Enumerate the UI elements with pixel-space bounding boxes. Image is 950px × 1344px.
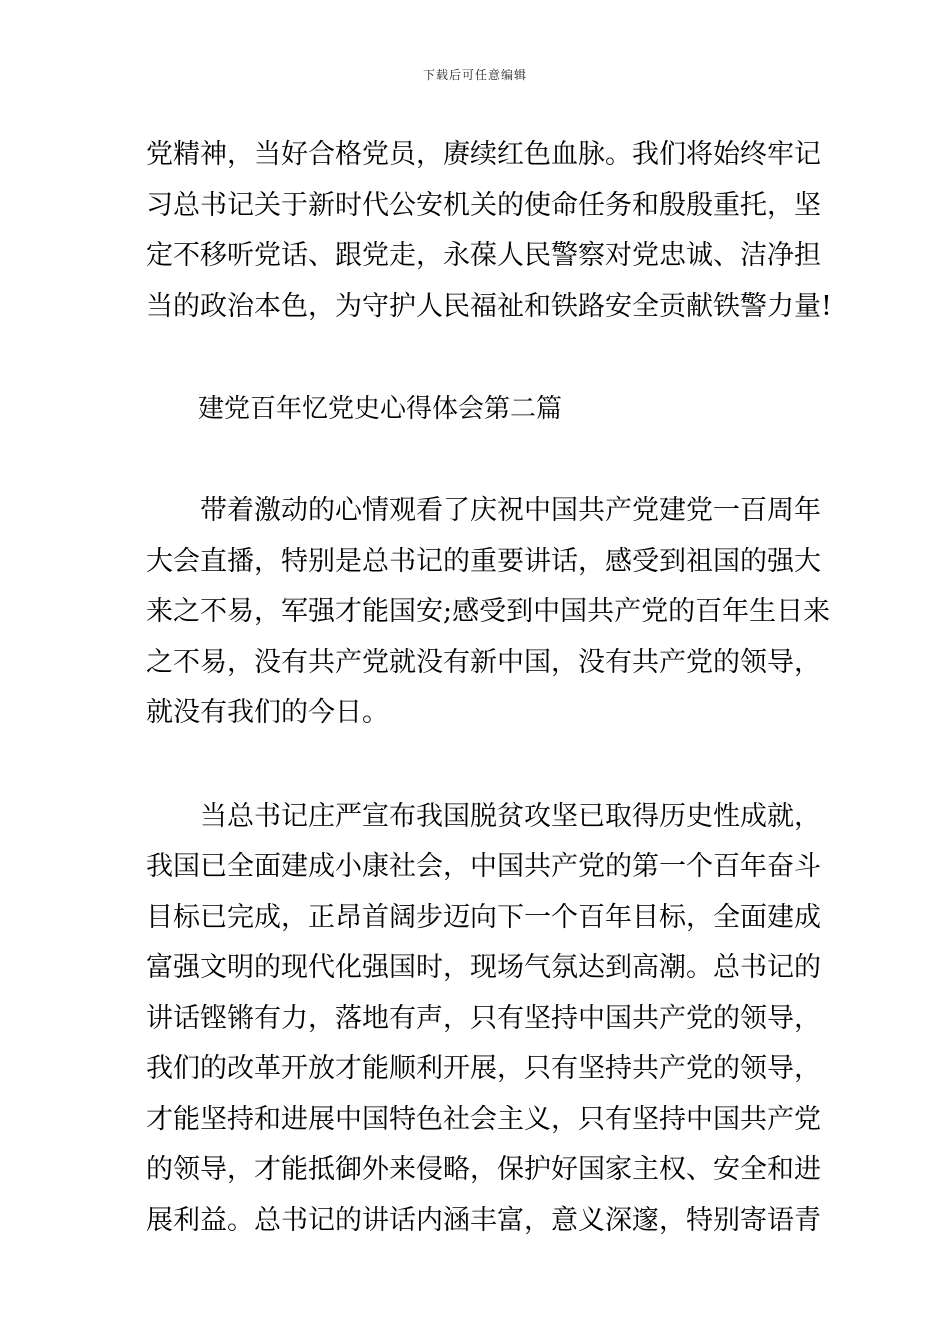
section-title: 建党百年忆党史心得体会第二篇 [198,394,563,424]
text-line: 来之不易，军强才能国安;感受到中国共产党的百年生日来 [146,596,831,627]
paragraph-2 [146,486,831,739]
text-line: 富强文明的现代化强国时，现场气氛达到高潮。总书记的 [146,952,821,983]
text-line: 当总书记庄严宣布我国脱贫攻坚已取得历史性成就， [146,800,821,832]
text-line: 定不移听党话、跟党走，永葆人民警察对党忠诚、洁净担 [146,240,821,271]
text-line: 之不易，没有共产党就没有新中国，没有共产党的领导， [146,646,821,678]
text-line: 的领导，才能抵御外来侵略，保护好国家主权、安全和进 [146,1154,821,1185]
paragraph-3 [146,792,821,1247]
paragraph-spacing [146,434,810,486]
text-line: 大会直播，特别是总书记的重要讲话，感受到祖国的强大 [146,545,821,577]
text-line: 就没有我们的今日。 [146,697,389,728]
text-line: 才能坚持和进展中国特色社会主义，只有坚持中国共产党 [146,1103,821,1135]
paragraph-spacing [146,739,810,792]
paragraph-spacing [146,332,810,384]
document-body [146,130,832,1246]
header-note: 下载后可任意编辑 [422,68,527,82]
paragraph-1 [146,130,832,332]
text-line: 当的政治本色，为守护人民福祉和铁路安全贡献铁警力量! [146,290,832,322]
text-line: 带着激动的心情观看了庆祝中国共产党建党一百周年 [146,495,821,526]
text-line: 展利益。总书记的讲话内涵丰富，意义深邃，特别寄语青 [146,1204,821,1236]
text-line: 讲话铿锵有力，落地有声，只有坚持中国共产党的领导， [146,1002,821,1034]
text-line: 目标已完成，正昂首阔步迈向下一个百年目标，全面建成 [146,901,821,933]
text-line: 党精神，当好合格党员，赓续红色血脉。我们将始终牢记 [146,139,821,170]
text-line: 习总书记关于新时代公安机关的使命任务和殷殷重托，坚 [146,189,821,221]
text-line: 我们的改革开放才能顺利开展，只有坚持共产党的领导， [146,1053,821,1084]
text-line: 我国已全面建成小康社会，中国共产党的第一个百年奋斗 [146,851,821,882]
